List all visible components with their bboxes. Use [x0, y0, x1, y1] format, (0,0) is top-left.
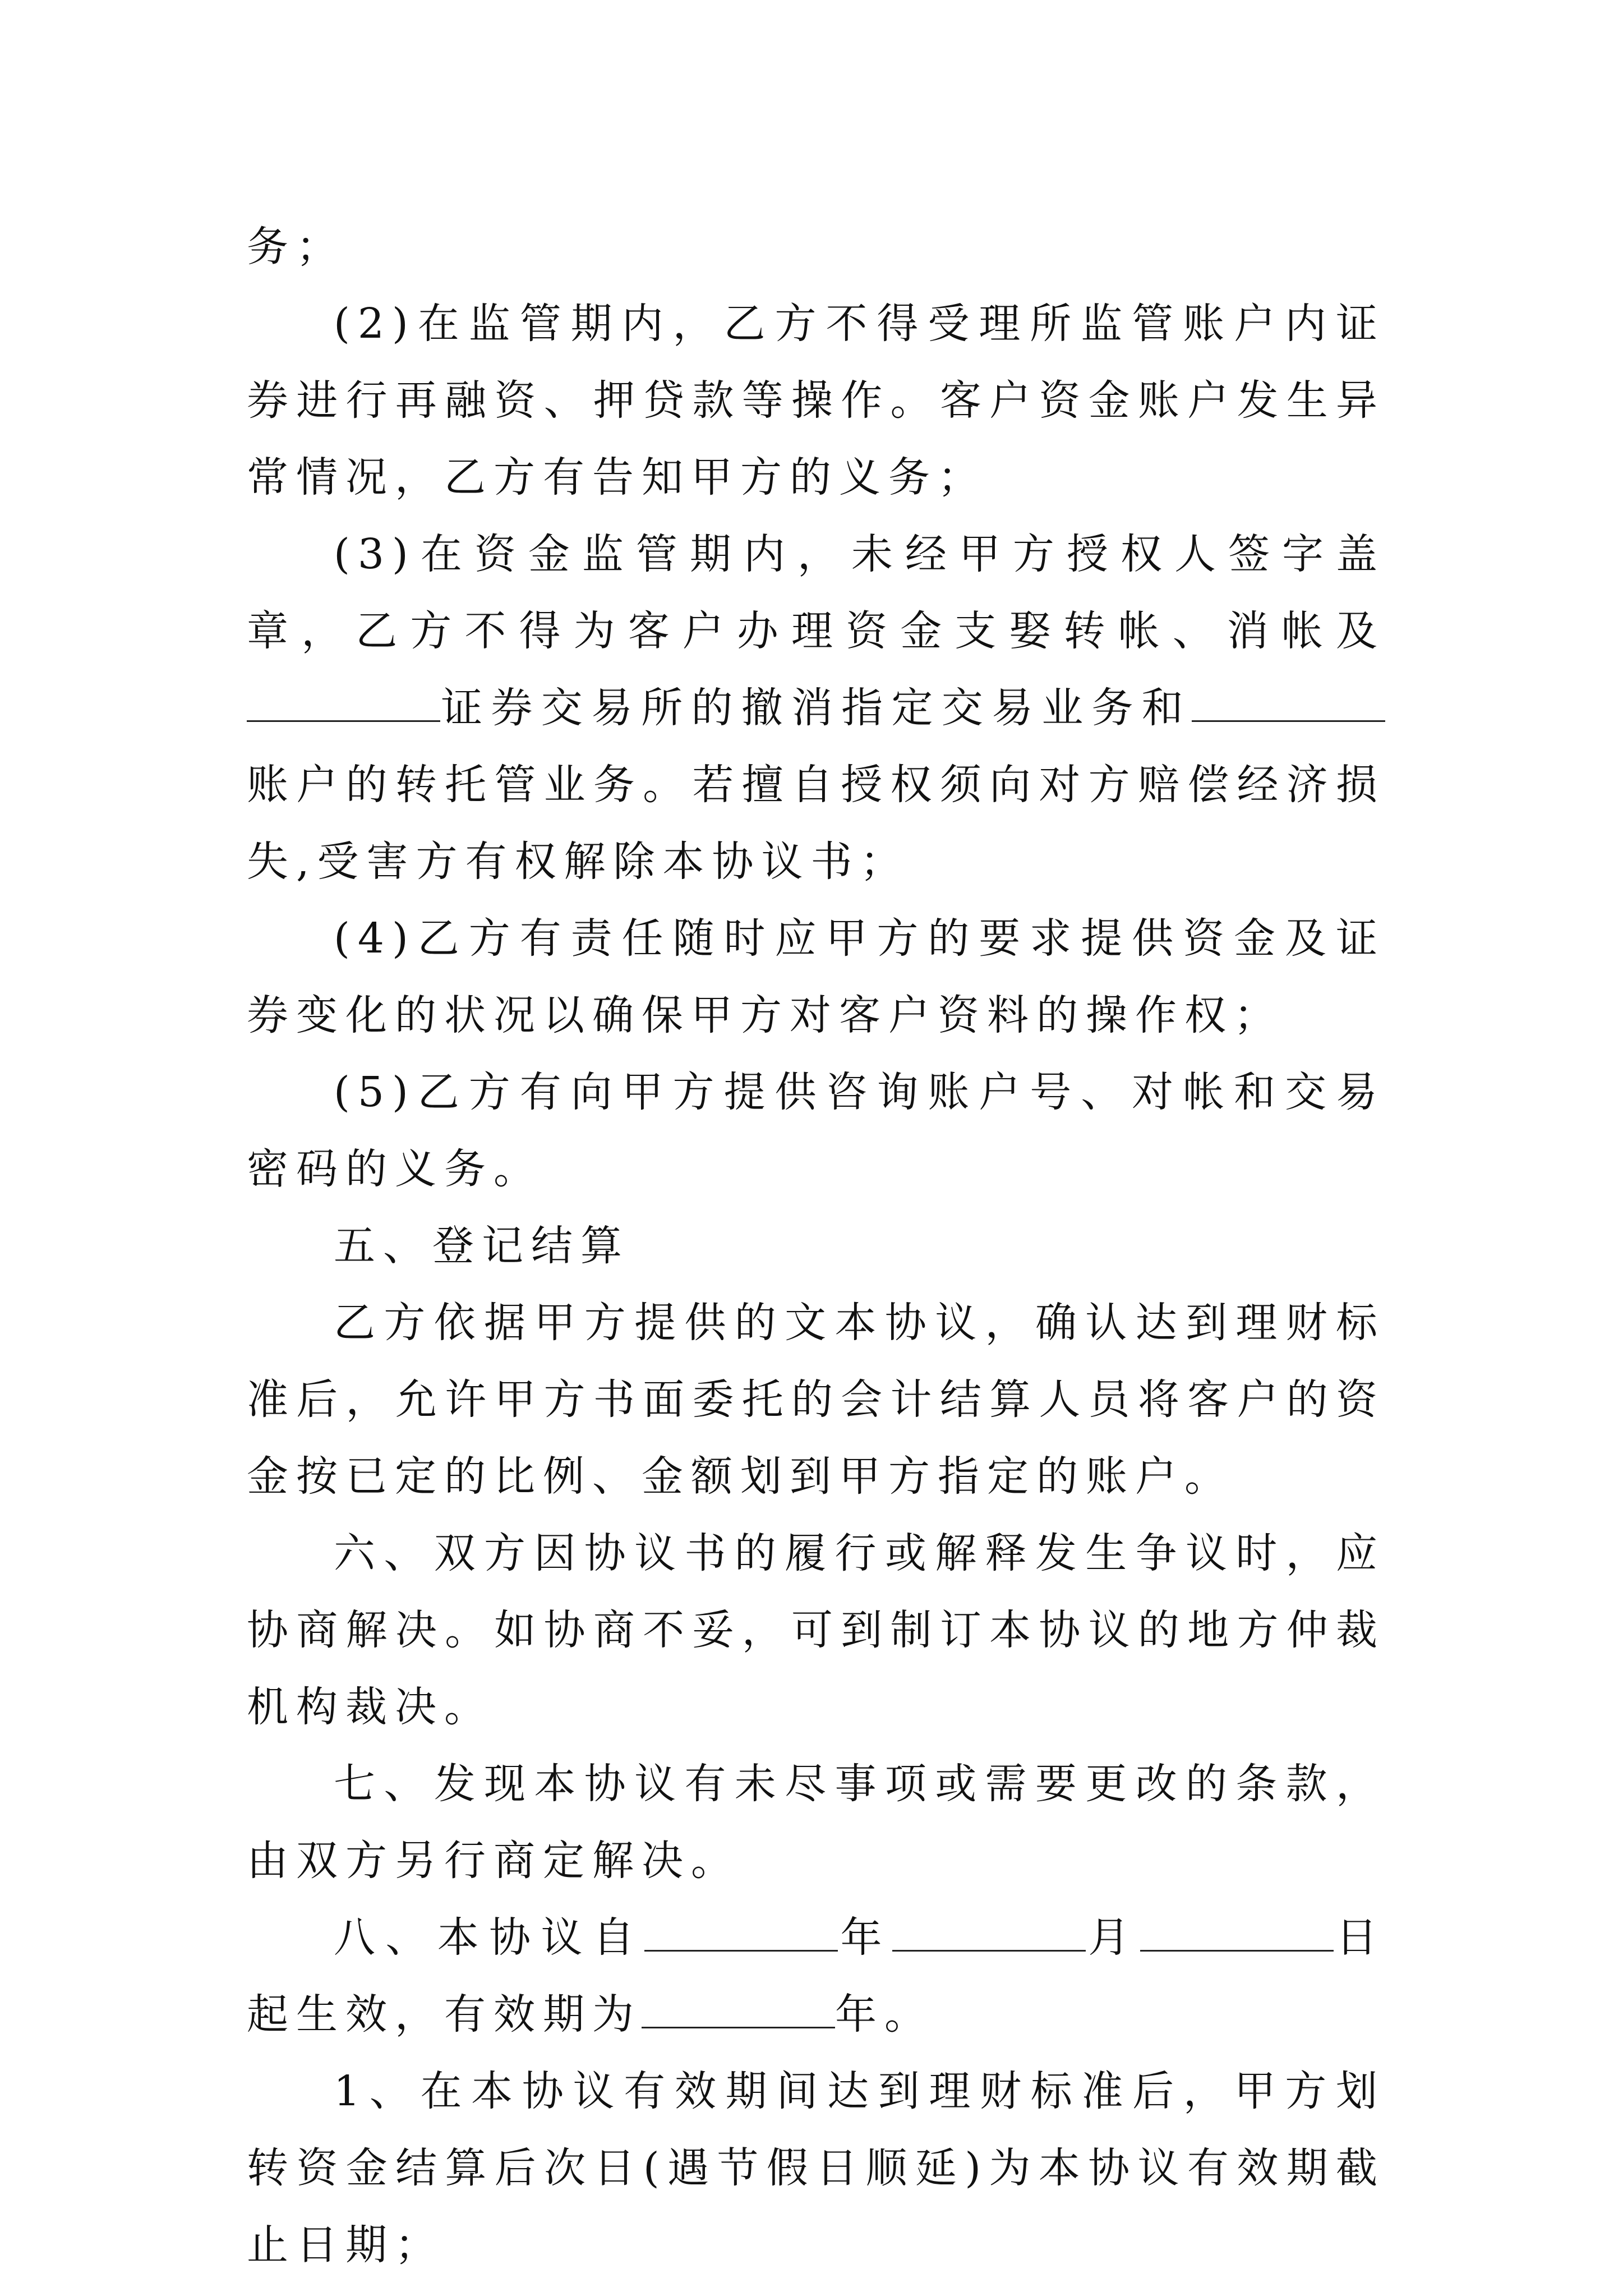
paragraph-text: 八、本协议自 [334, 1913, 645, 1962]
settlement-paragraph [247, 1285, 1385, 1515]
fill-in-blank-year [644, 1916, 838, 1952]
paragraph-text: 1、在本协议有效期间达到理财标准后，甲方划转资金结算后次日(遇节假日顺延)为本协议有效期截止日期； [247, 2067, 1385, 2269]
clause-5-paragraph [247, 1054, 1385, 1208]
fill-in-blank-day [1140, 1916, 1334, 1952]
clause-2-paragraph [247, 286, 1385, 516]
paragraph-text: (4)乙方有责任随时应甲方的要求提供资金及证券变化的状况以确保甲方对客户资料的操作权； [247, 914, 1385, 1039]
paragraph-text: (2)在监管期内，乙方不得受理所监管账户内证券进行再融资、押贷款等操作。客户资金账户发生异常情况，乙方有告知甲方的义务； [247, 300, 1385, 501]
paragraph-text: 日起生效，有效期为 [247, 1913, 1386, 2039]
paragraph-text: (5)乙方有向甲方提供咨询账户号、对帐和交易密码的义务。 [247, 1068, 1385, 1193]
paragraph-text: 月 [1085, 1913, 1140, 1962]
paragraph-continuation [247, 209, 1385, 286]
paragraph-text: 六、双方因协议书的履行或解释发生争议时，应协商解决。如协商不妥，可到制订本协议的地方仲裁机构裁决。 [247, 1529, 1385, 1731]
paragraph-text: 证券交易所的撤消指定交易业务和 [440, 684, 1192, 732]
clause-4-paragraph [247, 900, 1385, 1054]
fill-in-blank [247, 687, 440, 722]
paragraph-text: 账户的转托管业务。若擅自授权须向对方赔偿经济损失,受害方有权解除本协议书； [247, 761, 1385, 886]
fill-in-blank-month [892, 1916, 1086, 1952]
heading-text: 五、登记结算 [334, 1222, 630, 1270]
document-body [247, 209, 1385, 2284]
paragraph-text: 年。 [835, 1990, 934, 2039]
item-1-paragraph [247, 2053, 1385, 2284]
paragraph-text: 务； [247, 223, 345, 271]
paragraph-text: 乙方依据甲方提供的文本协议，确认达到理财标准后，允许甲方书面委托的会计结算人员将客户的资金按已定的比例、金额划到甲方指定的账户。 [247, 1299, 1385, 1501]
section-6-paragraph [247, 1515, 1385, 1746]
fill-in-blank [1192, 687, 1385, 722]
paragraph-text: 年 [838, 1913, 892, 1962]
clause-3-paragraph [247, 516, 1385, 900]
paragraph-text: 七、发现本协议有未尽事项或需要更改的条款，由双方另行商定解决。 [247, 1760, 1385, 1885]
paragraph-text: (3)在资金监管期内，未经甲方授权人签字盖章，乙方不得为客户办理资金支娶转帐、消帐及 [247, 530, 1385, 655]
fill-in-blank-term [642, 1993, 835, 2028]
section-heading-5 [247, 1208, 1385, 1285]
section-7-paragraph [247, 1746, 1385, 1899]
section-8-paragraph [247, 1899, 1385, 2053]
